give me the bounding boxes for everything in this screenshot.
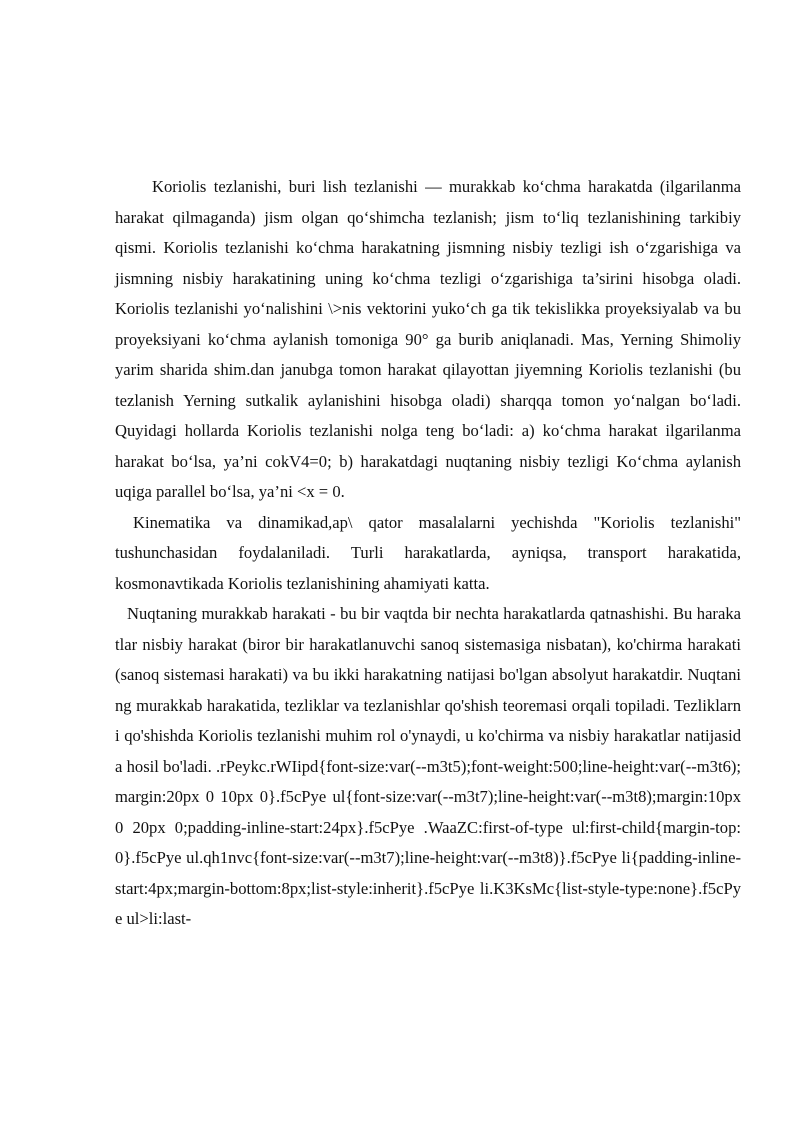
paragraph-coriolis-applications: Kinematika va dinamikad,ap\ qator masalalarni yechishda "Koriolis tezlanishi" tushunchasidan foydalaniladi. Turli harakatlarda, ayniqsa, transport harakatida, kosmonavtikada Koriolis tezlanishining ahamiyati katta.: [115, 512, 741, 593]
paragraph-coriolis-definition: Koriolis tezlanishi, buri lish tezlanishi — murakkab ko‘chma harakatda (ilgarilanma harakat qilmaganda) jism olgan qo‘shimcha tezlanish; jism to‘liq tezlanishining tarkibiy qismi. Koriolis tezlanishi ko‘chma harakatning jismning nisbiy tezligi ish o‘zgarishiga va jismning nisbiy harakatining uning ko‘chma tezligi o‘zgarishiga ta’sirini hisobga oladi. Koriolis tezlanishi yo‘nalishini \>nis vektorini yuko‘ch ga tik tekislikka proyeksiyalab va bu proyeksiyani ko‘chma aylanish tomoniga 90° ga burib aniqlanadi. Mas, Yerning Shimoliy yarim sharida shim.dan janubga tomon harakat qilayottan jiyemning Koriolis tezlanishi (bu tezlanish Yerning sutkalik aylanishini hisobga oladi) sharqqa tomon yo‘nalgan bo‘ladi. Quyidagi hollarda Koriolis tezlanishi nolga teng bo‘ladi: a) ko‘chma harakat ilgarilanma harakat bo‘lsa, ya’ni cokV4=0; b) harakatdagi nuqtaning nisbiy tezligi Ko‘chma aylanish uqiga parallel bo‘lsa, ya’ni <x = 0.: [115, 177, 741, 501]
document-body: [115, 172, 741, 935]
paragraph-compound-motion: Nuqtaning murakkab harakati - bu bir vaqtda bir nechta harakatlarda qatnashishi. Bu harakatlar nisbiy harakat (biror bir harakatlanuvchi sanoq sistemasiga nisbatan), ko'chirma harakati (sanoq sistemasi harakati) va bu ikki harakatning natijasi bo'lgan absolyut harakatdir. Nuqtaning murakkab harakatida, tezliklar va tezlanishlar qo'shish teoremasi orqali topiladi. Tezliklarni qo'shishda Koriolis tezlanishi muhim rol o'ynaydi, u ko'chirma va nisbiy harakatlar natijasida hosil bo'ladi. .rPeykc.rWIipd{font-size:var(--m3t5);font-weight:500;line-height:var(--m3t6);margin:20px 0 10px 0}.f5cPye ul{font-size:var(--m3t7);line-height:var(--m3t8);margin:10px 0 20px 0;padding-inline-start:24px}.f5cPye .WaaZC:first-of-type ul:first-child{margin-top:0}.f5cPye ul.qh1nvc{font-size:var(--m3t7);line-height:var(--m3t8)}.f5cPye li{padding-inline-start:4px;margin-bottom:8px;list-style:inherit}.f5cPye li.K3KsMc{list-style-type:none}.f5cPye ul>li:last-: [115, 604, 741, 928]
